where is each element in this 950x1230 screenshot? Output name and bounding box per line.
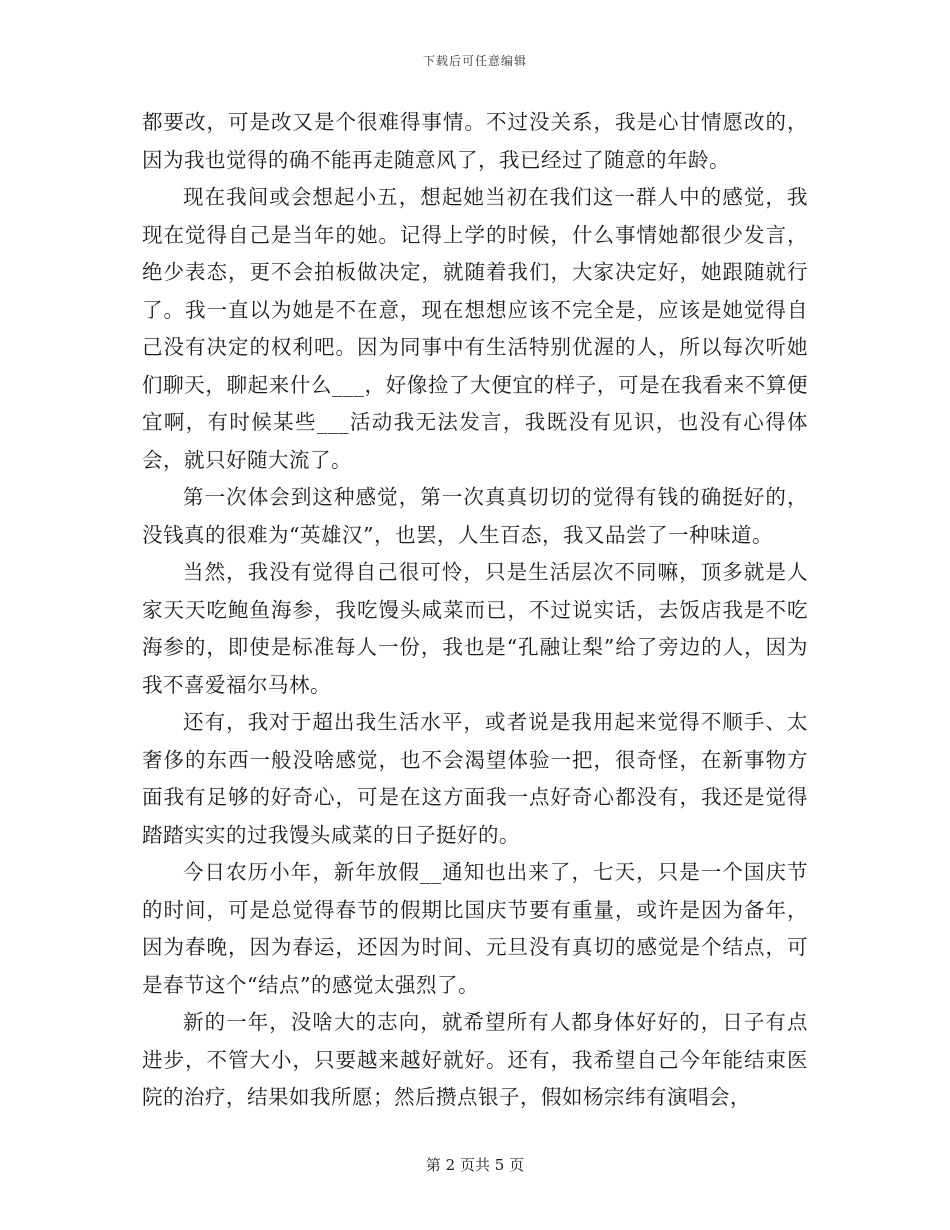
document-body bbox=[142, 104, 808, 1117]
paragraph-little-new-year: 今日农历小年，新年放假__通知也出来了，七天，只是一个国庆节的时间，可是总觉得春节的假期比国庆节要有重量，或许是因为备年，因为春晚，因为春运，还因为时间、元旦没有真切的感觉是个结点，可是春节这个“结点”的感觉太强烈了。 bbox=[142, 860, 808, 997]
page-number: 第 2 页共 5 页 bbox=[425, 1156, 525, 1174]
paragraph-continued: 都要改，可是改又是个很难得事情。不过没关系，我是心甘情愿改的，因为我也觉得的确不能再走随意风了，我已经过了随意的年龄。 bbox=[142, 110, 808, 172]
paragraph-new-year: 新的一年，没啥大的志向，就希望所有人都身体好好的，日子有点进步，不管大小，只要越来越好就好。还有，我希望自己今年能结束医院的治疗，结果如我所愿；然后攒点银子，假如杨宗纬有演唱会， bbox=[142, 1010, 808, 1109]
page-header: 下载后可任意编辑 bbox=[422, 54, 527, 68]
paragraph-of-course: 当然，我没有觉得自己很可怜，只是生活层次不同嘛，顶多就是人家天天吃鲍鱼海参，我吃馒头咸菜而已，不过说实话，去饭店我是不吃海参的，即使是标准每人一份，我也是“孔融让梨”给了旁边的人，因为我不喜爱福尔马林。 bbox=[142, 560, 808, 697]
paragraph-also: 还有，我对于超出我生活水平，或者说是我用起来觉得不顺手、太奢侈的东西一般没啥感觉，也不会渴望体验一把，很奇怪，在新事物方面我有足够的好奇心，可是在这方面我一点好奇心都没有，我还是觉得踏踏实实的过我馒头咸菜的日子挺好的。 bbox=[142, 710, 808, 847]
paragraph-xiaowu: 现在我间或会想起小五，想起她当初在我们这一群人中的感觉，我现在觉得自己是当年的她。记得上学的时候，什么事情她都很少发言，绝少表态，更不会拍板做决定，就随着我们，大家决定好，她跟随就行了。我一直以为她是不在意，现在想想应该不完全是，应该是她觉得自己没有决定的权利吧。因为同事中有生活特别优渥的人，所以每次听她们聊天，聊起来什么___，好像捡了大便宜的样子，可是在我看来不算便宜啊，有时候某些___活动我无法发言，我既没有见识，也没有心得体会，就只好随大流了。 bbox=[142, 185, 808, 472]
paragraph-first-time: 第一次体会到这种感觉，第一次真真切切的觉得有钱的确挺好的，没钱真的很难为“英雄汉”，也罢，人生百态，我又品尝了一种味道。 bbox=[142, 485, 808, 547]
